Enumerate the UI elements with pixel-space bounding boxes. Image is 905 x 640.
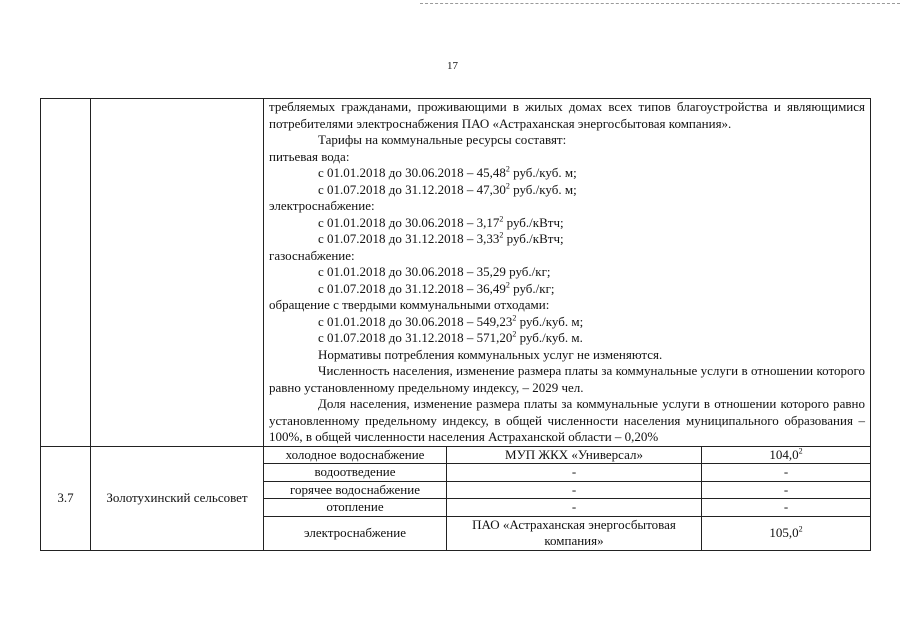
provider-name: -	[447, 464, 702, 482]
provider-name: -	[447, 481, 702, 499]
population-text: Численность населения, изменение размера платы за коммунальные услуги в отношении которого равно установленному предельному индексу, – 2029 чел.	[269, 363, 866, 395]
table-row	[41, 446, 871, 464]
service-name: горячее водоснабжение	[264, 481, 447, 499]
index-value: -	[702, 499, 871, 517]
service-name: холодное водоснабжение	[264, 446, 447, 464]
provider-name: ПАО «Астраханская энергосбытовая компания»	[447, 516, 702, 550]
elec-tariff-2: с 01.07.2018 до 31.12.2018 – 3,33$^2$ руб./кВтч;	[318, 230, 564, 246]
provider-name: -	[447, 499, 702, 517]
tariff-text-cell	[264, 99, 871, 447]
top-edge-line	[420, 3, 900, 4]
page-number: 17	[447, 60, 458, 72]
cell-number-empty	[41, 99, 91, 447]
service-name: отопление	[264, 499, 447, 517]
cell-name-empty	[91, 99, 264, 447]
water-tariff-1: с 01.01.2018 до 30.06.2018 – 45,48$^2$ руб./куб. м;	[318, 164, 577, 180]
waste-tariff-1: с 01.01.2018 до 30.06.2018 – 549,23$^2$ руб./куб. м;	[318, 313, 584, 329]
service-name: водоотведение	[264, 464, 447, 482]
elec-tariff-1: с 01.01.2018 до 30.06.2018 – 3,17$^2$ руб./кВтч;	[318, 214, 564, 230]
norms-text: Нормативы потребления коммунальных услуг не изменяются.	[318, 346, 663, 362]
share-text: Доля населения, изменение размера платы за коммунальные услуги в отношении которого равно установленному предельному индексу, в общей численности населения муниципального образования – 100%, в общей численности населения Астраханской области – 0,20%	[269, 396, 866, 444]
index-value: 105,0$^2$	[702, 516, 871, 550]
index-value: 104,0$^2$	[702, 446, 871, 464]
index-value: -	[702, 464, 871, 482]
provider-name: МУП ЖКХ «Универсал»	[447, 446, 702, 464]
waste-label: обращение с твердыми коммунальными отходами:	[269, 297, 550, 312]
document-table	[40, 98, 871, 551]
index-value: -	[702, 481, 871, 499]
waste-tariff-2: с 01.07.2018 до 31.12.2018 – 571,20$^2$ руб./куб. м.	[318, 329, 583, 345]
service-name: электроснабжение	[264, 516, 447, 550]
table-row-continuation	[41, 99, 871, 447]
municipality-name: Золотухинский сельсовет	[91, 446, 264, 550]
row-number: 3.7	[41, 446, 91, 550]
tariffs-heading: Тарифы на коммунальные ресурсы составят:	[318, 132, 567, 147]
gas-tariff-2: с 01.07.2018 до 31.12.2018 – 36,49$^2$ руб./кг;	[318, 280, 555, 296]
gas-tariff-1: с 01.01.2018 до 30.06.2018 – 35,29 руб./кг;	[318, 264, 551, 279]
elec-label: электроснабжение:	[269, 198, 375, 213]
gas-label: газоснабжение:	[269, 247, 355, 263]
intro-text: требляемых гражданами, проживающими в жилых домах всех типов благоустройства и являющимися потребителями электроснабжения ПАО «Астраханская энергосбытовая компания».	[269, 99, 866, 131]
water-label: питьевая вода:	[269, 148, 350, 164]
water-tariff-2: с 01.07.2018 до 31.12.2018 – 47,30$^2$ руб./куб. м;	[318, 181, 577, 197]
